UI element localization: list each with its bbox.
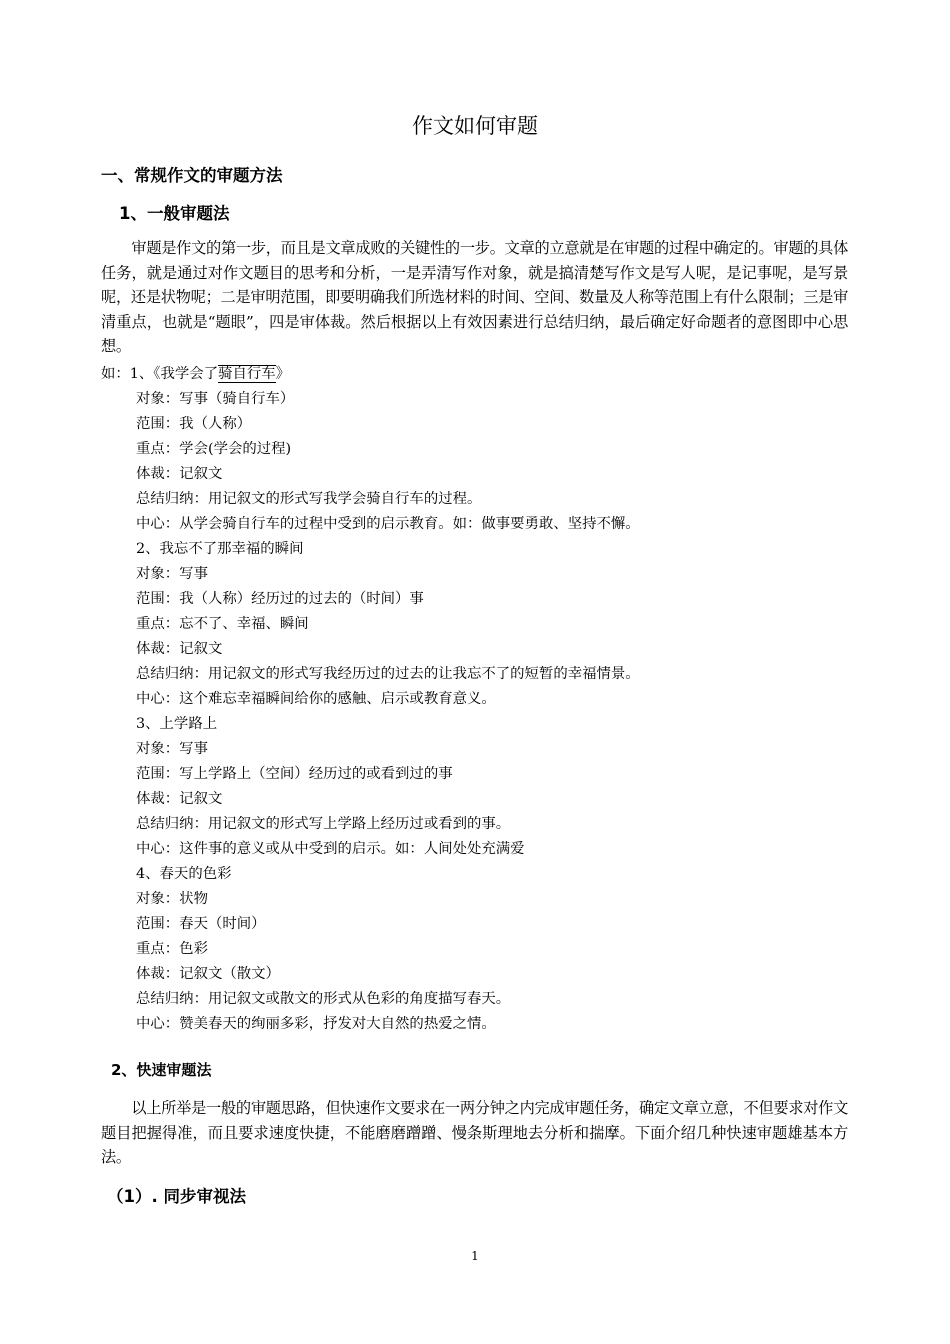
- example-4-title: 4、春天的色彩: [136, 866, 232, 882]
- example-line: 对象：写事: [136, 566, 208, 582]
- example-line: 中心：这个难忘幸福瞬间给你的感触、启示或教育意义。: [136, 691, 496, 707]
- example-2-title: 2、我忘不了那幸福的瞬间: [136, 541, 304, 557]
- subsection-heading-1: 1、一般审题法: [119, 204, 230, 223]
- example-3-title: 3、上学路上: [136, 716, 218, 732]
- page-title: 作文如何审题: [412, 114, 538, 138]
- paragraph-intro: [101, 236, 848, 359]
- example-line: 总结归纳：用记叙文的形式写我经历过的过去的让我忘不了的短暂的幸福情景。: [136, 666, 640, 682]
- page-number: 1: [471, 1249, 479, 1263]
- example-line: 范围：我（人称）经历过的过去的（时间）事: [136, 591, 424, 607]
- example-line: 范围：写上学路上（空间）经历过的或看到过的事: [136, 766, 453, 782]
- subsection-heading-3: （1）. 同步审视法: [107, 1187, 246, 1206]
- example-line: 重点：忘不了、幸福、瞬间: [136, 616, 309, 632]
- example-line: 重点：色彩: [136, 941, 208, 957]
- example-line: 总结归纳：用记叙文的形式写上学路上经历过或看到的事。: [136, 816, 511, 832]
- paragraph-quick-method: [101, 1096, 848, 1170]
- example-line: 总结归纳：用记叙文的形式写我学会骑自行车的过程。: [136, 491, 482, 507]
- subsection-heading-2: 2、快速审题法: [111, 1061, 212, 1079]
- example-line: 中心：这件事的意义或从中受到的启示。如：人间处处充满爱: [136, 841, 525, 857]
- example-line: 体裁：记叙文: [136, 791, 223, 807]
- paragraph-text: 以上所举是一般的审题思路，但快速作文要求在一两分钟之内完成审题任务，确定文章立意，不但要求对作文题目把握得准，而且要求速度快捷，不能磨磨蹭蹭、慢条斯理地去分析和揣摩。下面介绍几种快速审题雄基本方法。: [101, 1099, 848, 1167]
- example-line: 重点：学会(学会的过程): [136, 441, 292, 457]
- example-line: 体裁：记叙文: [136, 466, 223, 482]
- example-line: 对象：状物: [136, 891, 208, 907]
- paragraph-text: 审题是作文的第一步，而且是文章成败的关键性的一步。文章的立意就是在审题的过程中确定的。审题的具体任务，就是通过对作文题目的思考和分析，一是弄清写作对象，就是搞清楚写作文是写人呢，是记事呢，是写景呢，还是状物呢；二是审明范围，即要明确我们所选材料的时间、空间、数量及人称等范围上有什么限制；三是审清重点，也就是“题眼”，四是审体裁。然后根据以上有效因素进行总结归纳，最后确定好命题者的意图即中心思想。: [101, 239, 848, 356]
- example-line: 中心：赞美春天的绚丽多彩，抒发对大自然的热爱之情。: [136, 1016, 496, 1032]
- example-line: 中心：从学会骑自行车的过程中受到的启示教育。如：做事要勇敢、坚持不懈。: [136, 516, 640, 532]
- example-line: 范围：我（人称）: [136, 416, 252, 432]
- example-1-title: 如：1、《我学会了骑自行车》: [101, 366, 291, 382]
- example-line: 范围：春天（时间）: [136, 916, 266, 932]
- example-line: 对象：写事（骑自行车）: [136, 391, 295, 407]
- underlined-keyword: 骑自行车: [218, 366, 276, 382]
- example-line: 总结归纳：用记叙文或散文的形式从色彩的角度描写春天。: [136, 991, 511, 1007]
- example-line: 体裁：记叙文（散文）: [136, 966, 280, 982]
- example-list: [101, 362, 861, 1037]
- example-line: 体裁：记叙文: [136, 641, 223, 657]
- section-heading-1: 一、常规作文的审题方法: [101, 166, 283, 185]
- example-line: 对象：写事: [136, 741, 208, 757]
